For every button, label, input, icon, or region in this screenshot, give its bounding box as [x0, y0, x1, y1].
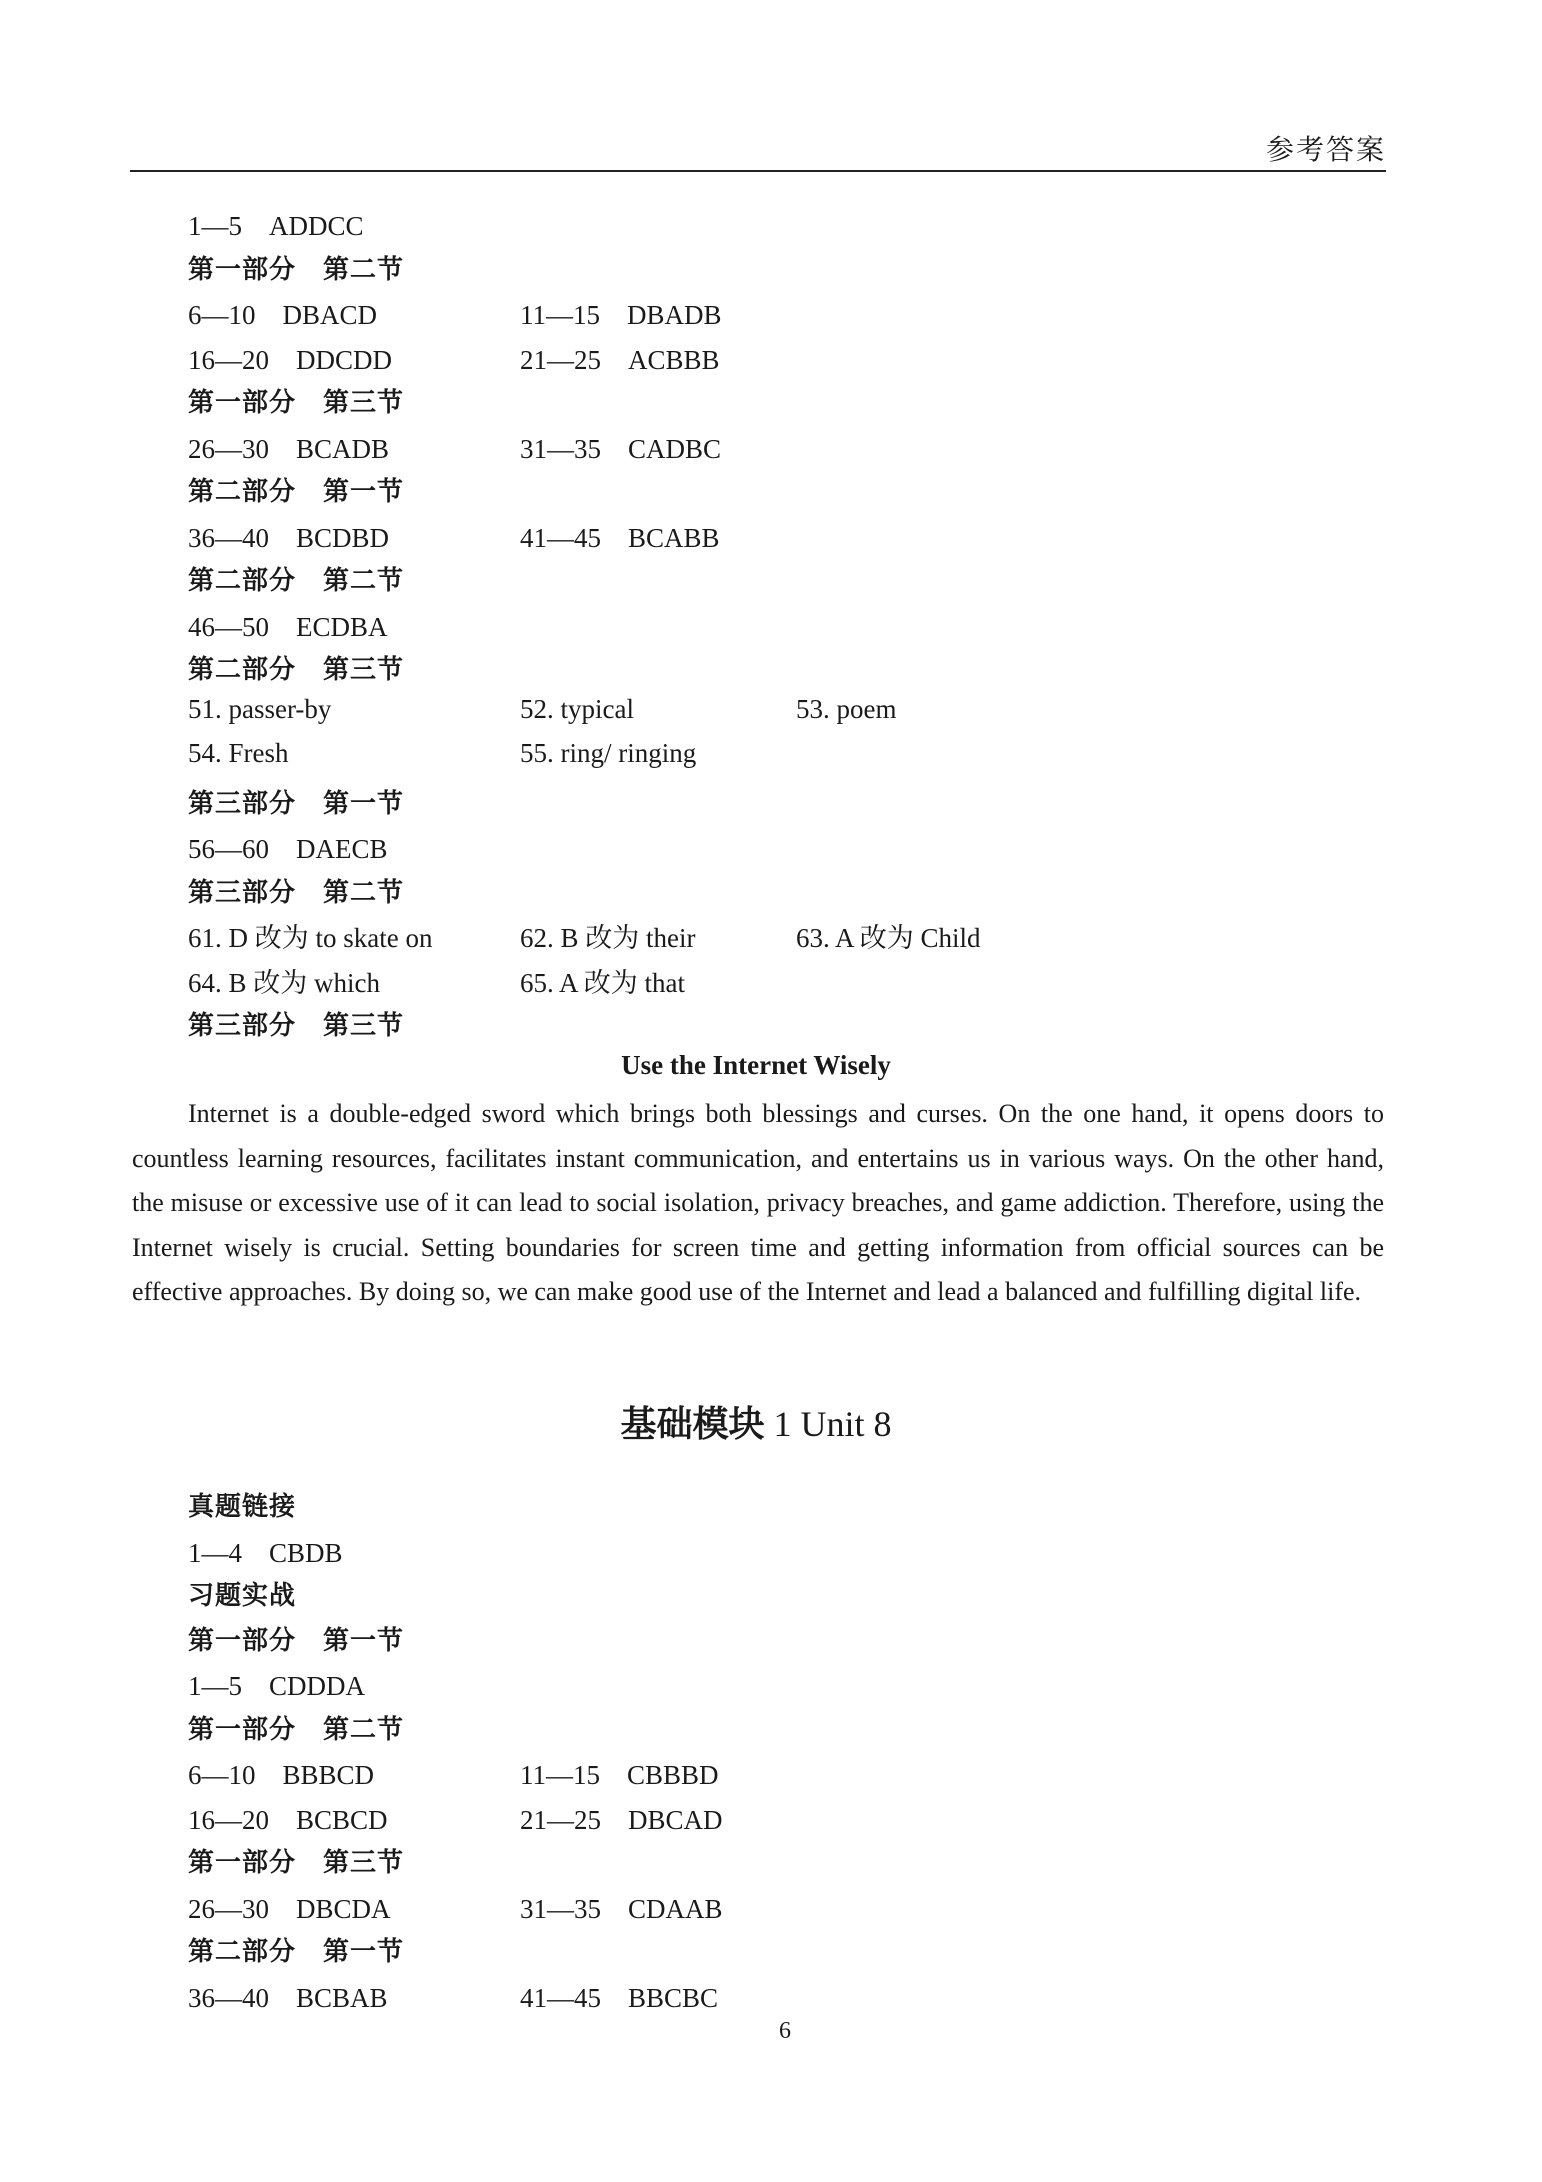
unit-title-en: 1 Unit 8 — [773, 1404, 892, 1444]
answer-cell: 61. D 改为 to skate on — [188, 923, 433, 953]
answer-cell: 26—30 DBCDA — [188, 1893, 391, 1924]
section-heading-text: 第三部分 第三节 — [188, 1011, 405, 1041]
answer-cell: 65. A 改为 that — [520, 967, 686, 998]
answer-cell: 1—5 ADDCC — [188, 211, 364, 241]
answer-cell: 26—30 BCADB — [188, 433, 390, 464]
header-divider — [130, 170, 1386, 172]
answer-cell: 36—40 BCBAB — [188, 1982, 388, 2013]
essay-title: Use the Internet Wisely — [621, 1050, 891, 1080]
answer-cell: 51. passer-by — [188, 693, 332, 724]
answer-cell: 62. B 改为 their — [520, 923, 696, 953]
answer-cell: 6—10 BBBCD — [188, 1760, 375, 1790]
header-title: 参考答案 — [1265, 133, 1386, 166]
section-heading-text: 第二部分 第二节 — [188, 566, 405, 596]
answer-cell: 16—20 DDCDD — [188, 344, 393, 375]
section-heading-text: 习题实战 — [188, 1581, 297, 1611]
answer-cell: 46—50 ECDBA — [188, 611, 388, 642]
answer-cell: 31—35 CADBC — [520, 433, 722, 464]
unit-title — [0, 1396, 1512, 1447]
section-heading-text: 第一部分 第三节 — [188, 1848, 405, 1878]
answer-cell: 11—15 DBADB — [520, 300, 722, 330]
answer-cell: 55. ring/ ringing — [520, 738, 697, 768]
essay-body: Internet is a double-edged sword which brings both blessings and curses. On the one hand, it opens doors to countless learning resources, facilitates instant communication, and entertains us in various ways. On the other hand, the misuse or excessive use of it can lead to social isolation, privacy breaches, and game addiction. Therefore, using the Internet wisely is crucial. Setting boundaries for screen time and getting information from official sources can be effective approaches. By doing so, we can make good use of the Internet and lead a balanced and fulfilling digital life. — [132, 1099, 1384, 1307]
section-heading-text: 真题链接 — [188, 1492, 297, 1522]
section-heading-text: 第一部分 第二节 — [188, 1714, 405, 1745]
answer-cell: 41—45 BCABB — [520, 522, 720, 553]
section-heading-text: 第一部分 第三节 — [188, 388, 405, 418]
answer-cell: 53. poem — [796, 693, 897, 724]
answer-cell: 56—60 DAECB — [188, 834, 388, 864]
answer-cell: 1—4 CBDB — [188, 1537, 343, 1568]
section-heading-text: 第二部分 第一节 — [188, 477, 405, 507]
section-heading-text: 第一部分 第二节 — [188, 254, 405, 285]
section-heading-text: 第二部分 第一节 — [188, 1937, 405, 1967]
answer-cell: 21—25 DBCAD — [520, 1804, 723, 1835]
section-heading-text: 第三部分 第一节 — [188, 788, 405, 819]
answer-cell: 31—35 CDAAB — [520, 1893, 723, 1924]
answer-cell: 36—40 BCDBD — [188, 522, 390, 553]
section-heading-text: 第二部分 第三节 — [188, 655, 405, 685]
unit-title-cn: 基础模块 — [620, 1404, 765, 1445]
section-heading-text: 第一部分 第一节 — [188, 1625, 405, 1656]
answer-cell: 11—15 CBBBD — [520, 1760, 719, 1790]
answer-cell: 21—25 ACBBB — [520, 344, 720, 375]
answer-cell: 6—10 DBACD — [188, 300, 378, 330]
page-number: 6 — [779, 2018, 791, 2044]
answer-cell: 41—45 BBCBC — [520, 1982, 719, 2013]
answer-cell: 63. A 改为 Child — [796, 923, 981, 953]
answer-cell: 1—5 CDDDA — [188, 1671, 366, 1701]
answer-cell: 16—20 BCBCD — [188, 1804, 388, 1835]
answer-cell: 52. typical — [520, 693, 634, 724]
section-heading-text: 第三部分 第二节 — [188, 877, 405, 908]
answer-cell: 64. B 改为 which — [188, 967, 380, 998]
answer-cell: 54. Fresh — [188, 738, 289, 768]
